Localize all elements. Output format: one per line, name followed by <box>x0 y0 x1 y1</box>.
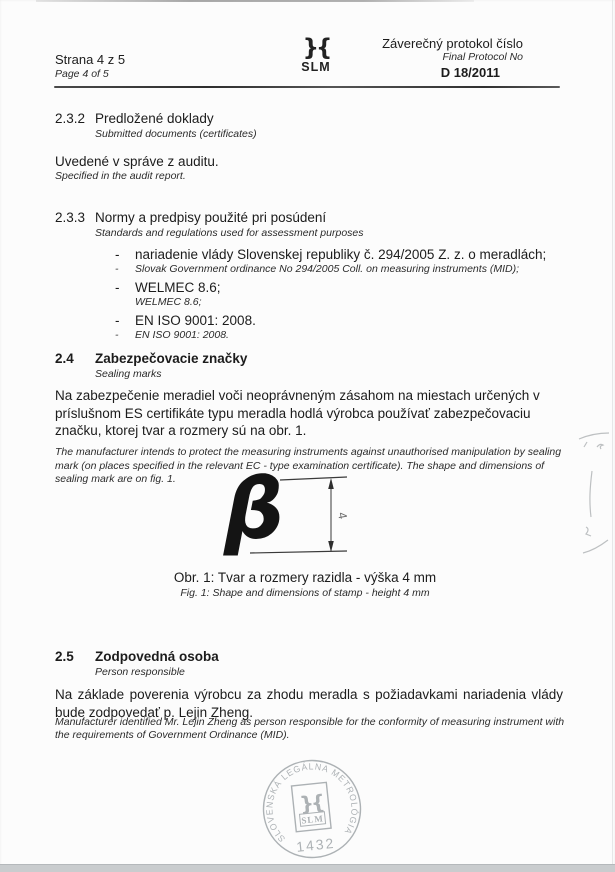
section-232-body-sk: Uvedené v správe z auditu. <box>55 154 219 169</box>
sealing-paragraph-sk: Na zabezpečenie meradiel voči neoprávneným zásahom na miestach určených v príslušnom ES certifikáte typu meradla hodlá výrobca používať zabezpečovaciu značku, ktorej tvar a rozmery sú na obr. 1. <box>55 388 540 438</box>
section-232-body <box>55 153 219 183</box>
pencil-stroke <box>584 442 587 447</box>
list-item <box>115 279 575 312</box>
dimension-extension-top <box>280 477 347 480</box>
figure-caption-sk: Obr. 1: Tvar a rozmery razidla - výška 4 mm <box>173 570 437 585</box>
section-24-subtitle: Sealing marks <box>95 368 162 380</box>
pencil-stroke <box>586 527 591 536</box>
list-item-en: WELMEC 8.6; <box>135 296 202 308</box>
list-item-sk: nariadenie vlády Slovenskej republiky č. 294/2005 Z. z. o meradlách; <box>135 247 547 262</box>
ink-stamp <box>252 750 372 868</box>
list-item-en: Slovak Government ordinance No 294/2005 Coll. on measuring instruments (MID); <box>135 263 520 275</box>
slm-logo <box>288 37 344 74</box>
stamp-figure <box>220 472 360 567</box>
section-232-heading <box>55 110 257 141</box>
header-page-number <box>55 51 125 81</box>
dimension-arrow-up <box>328 478 334 489</box>
scan-edge-bottom <box>0 864 615 872</box>
pencil-marks <box>553 395 613 570</box>
section-232-number: 2.3.2 <box>55 111 86 126</box>
pencil-stroke <box>597 444 603 449</box>
pencil-stroke <box>579 433 609 439</box>
protocol-label-sk: Záverečný protokol číslo <box>382 36 523 51</box>
list-dash: - <box>115 247 120 262</box>
header-protocol-block <box>382 37 523 80</box>
list-dash: - <box>115 329 119 341</box>
section-24-heading <box>55 350 247 381</box>
list-dash: - <box>115 313 120 328</box>
beta-symbol: β <box>224 472 285 558</box>
slm-logo-label: SLM <box>301 60 331 74</box>
section-25-number: 2.5 <box>55 649 74 664</box>
sealing-paragraph-en: The manufacturer intends to protect the measuring instruments against unauthorised manipulation by sealing mark (on places specified in the relevant EC - type examination certificate). The shape and dimensions of sealing mark are on fig. 1. <box>55 446 562 485</box>
scan-edge-top <box>36 0 474 2</box>
slm-logo-icon: }{ <box>302 35 330 61</box>
header-divider <box>54 86 560 88</box>
list-item-en: EN ISO 9001: 2008. <box>135 329 229 341</box>
standards-list <box>115 246 575 342</box>
figure-caption <box>55 569 555 600</box>
list-item <box>115 246 575 279</box>
section-233-subtitle: Standards and regulations used for assessment purposes <box>95 227 364 239</box>
stamp-number: 1432 <box>295 834 337 855</box>
list-item-sk: WELMEC 8.6; <box>135 280 221 295</box>
stamp-logo-glyph: }{ <box>298 789 324 817</box>
section-232-title: Predložené doklady <box>95 111 214 126</box>
figure-caption-en: Fig. 1: Shape and dimensions of stamp - height 4 mm <box>180 587 430 599</box>
list-item <box>115 312 575 342</box>
stamp-logo-text: SLM <box>300 813 325 826</box>
list-dash: - <box>115 263 119 275</box>
dimension-arrow-down <box>328 541 334 552</box>
list-item-sk: EN ISO 9001: 2008. <box>135 313 256 328</box>
section-232-body-en: Specified in the audit report. <box>55 170 186 182</box>
section-233-title: Normy a predpisy použité pri posúdení <box>95 210 327 225</box>
pencil-stroke <box>590 471 592 517</box>
section-24-title: Zabezpečovacie značky <box>95 351 248 366</box>
section-232-subtitle: Submitted documents (certificates) <box>95 128 257 140</box>
responsible-paragraph-sk: Na základe poverenia výrobcu za zhodu meradla s požiadavkami nariadenia vlády bude zodpovedať p. Lejin Zheng. <box>55 687 563 720</box>
dimension-label: 4 <box>335 511 350 521</box>
page-number-sk: Strana 4 z 5 <box>55 52 126 67</box>
section-25-heading <box>55 648 219 679</box>
stamp-ring-text: SLOVENSKÁ LEGÁLNA METROLÓGIA <box>264 761 360 844</box>
section-233-number: 2.3.3 <box>55 210 86 225</box>
section-24-number: 2.4 <box>55 351 74 366</box>
protocol-number: D 18/2011 <box>440 65 500 80</box>
section-233-heading <box>55 209 364 240</box>
protocol-label-en: Final Protocol No <box>442 51 523 63</box>
section-25-title: Zodpovedná osoba <box>95 649 219 664</box>
responsible-paragraph-en: Manufacturer identified Mr. Lejin Zheng as person responsible for the conformity of measuring instrument with the requirements of Government Ordinance (MID). <box>55 716 565 741</box>
section-25-subtitle: Person responsible <box>95 666 185 678</box>
page-number-en: Page 4 of 5 <box>55 68 109 80</box>
pencil-stroke <box>583 540 608 553</box>
list-dash: - <box>115 280 120 295</box>
